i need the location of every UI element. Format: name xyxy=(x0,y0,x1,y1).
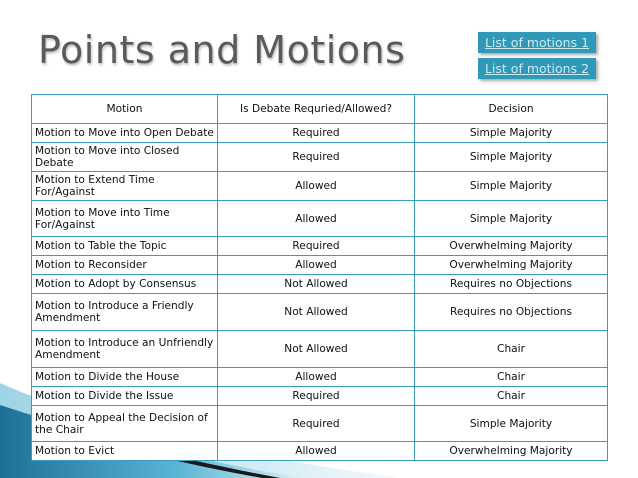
debate-cell: Required xyxy=(218,237,415,256)
table-row xyxy=(32,368,608,387)
motion-cell: Motion to Introduce a Friendly Amendment xyxy=(32,294,218,331)
debate-cell: Allowed xyxy=(218,368,415,387)
motion-cell: Motion to Extend Time For/Against xyxy=(32,172,218,201)
page-title: Points and Motions xyxy=(38,28,406,72)
decision-cell: Simple Majority xyxy=(415,124,608,143)
table-row xyxy=(32,172,608,201)
decision-cell: Simple Majority xyxy=(415,172,608,201)
debate-cell: Required xyxy=(218,124,415,143)
motion-cell: Motion to Divide the House xyxy=(32,368,218,387)
table-row xyxy=(32,294,608,331)
debate-cell: Not Allowed xyxy=(218,331,415,368)
debate-cell: Allowed xyxy=(218,256,415,275)
debate-cell: Not Allowed xyxy=(218,294,415,331)
table-row xyxy=(32,124,608,143)
motion-cell: Motion to Evict xyxy=(32,442,218,461)
decision-cell: Simple Majority xyxy=(415,143,608,172)
motion-cell: Motion to Divide the Issue xyxy=(32,387,218,406)
decision-cell: Simple Majority xyxy=(415,406,608,442)
decision-cell: Overwhelming Majority xyxy=(415,256,608,275)
decision-cell: Overwhelming Majority xyxy=(415,442,608,461)
table-row xyxy=(32,256,608,275)
table-row xyxy=(32,143,608,172)
debate-cell: Allowed xyxy=(218,172,415,201)
debate-cell: Allowed xyxy=(218,442,415,461)
motions-table xyxy=(31,94,608,461)
motion-cell: Motion to Adopt by Consensus xyxy=(32,275,218,294)
table-row xyxy=(32,201,608,237)
list-of-motions-2-link[interactable]: List of motions 2 xyxy=(478,58,596,79)
table-row xyxy=(32,331,608,368)
decision-cell: Overwhelming Majority xyxy=(415,237,608,256)
header-motion: Motion xyxy=(32,95,218,124)
table-row xyxy=(32,237,608,256)
motion-cell: Motion to Move into Closed Debate xyxy=(32,143,218,172)
debate-cell: Required xyxy=(218,143,415,172)
table-row xyxy=(32,406,608,442)
header-debate: Is Debate Requried/Allowed? xyxy=(218,95,415,124)
table-row xyxy=(32,442,608,461)
decision-cell: Simple Majority xyxy=(415,201,608,237)
list-of-motions-1-link[interactable]: List of motions 1 xyxy=(478,32,596,53)
decision-cell: Requires no Objections xyxy=(415,294,608,331)
table-row xyxy=(32,275,608,294)
motion-cell: Motion to Move into Open Debate xyxy=(32,124,218,143)
motion-cell: Motion to Reconsider xyxy=(32,256,218,275)
table-row xyxy=(32,387,608,406)
decision-cell: Chair xyxy=(415,368,608,387)
header-decision: Decision xyxy=(415,95,608,124)
decision-cell: Chair xyxy=(415,331,608,368)
motion-cell: Motion to Introduce an Unfriendly Amendment xyxy=(32,331,218,368)
debate-cell: Not Allowed xyxy=(218,275,415,294)
debate-cell: Required xyxy=(218,387,415,406)
table-header-row xyxy=(32,95,608,124)
motion-cell: Motion to Appeal the Decision of the Chair xyxy=(32,406,218,442)
decision-cell: Requires no Objections xyxy=(415,275,608,294)
motion-cell: Motion to Table the Topic xyxy=(32,237,218,256)
debate-cell: Allowed xyxy=(218,201,415,237)
decision-cell: Chair xyxy=(415,387,608,406)
debate-cell: Required xyxy=(218,406,415,442)
motion-cell: Motion to Move into Time For/Against xyxy=(32,201,218,237)
